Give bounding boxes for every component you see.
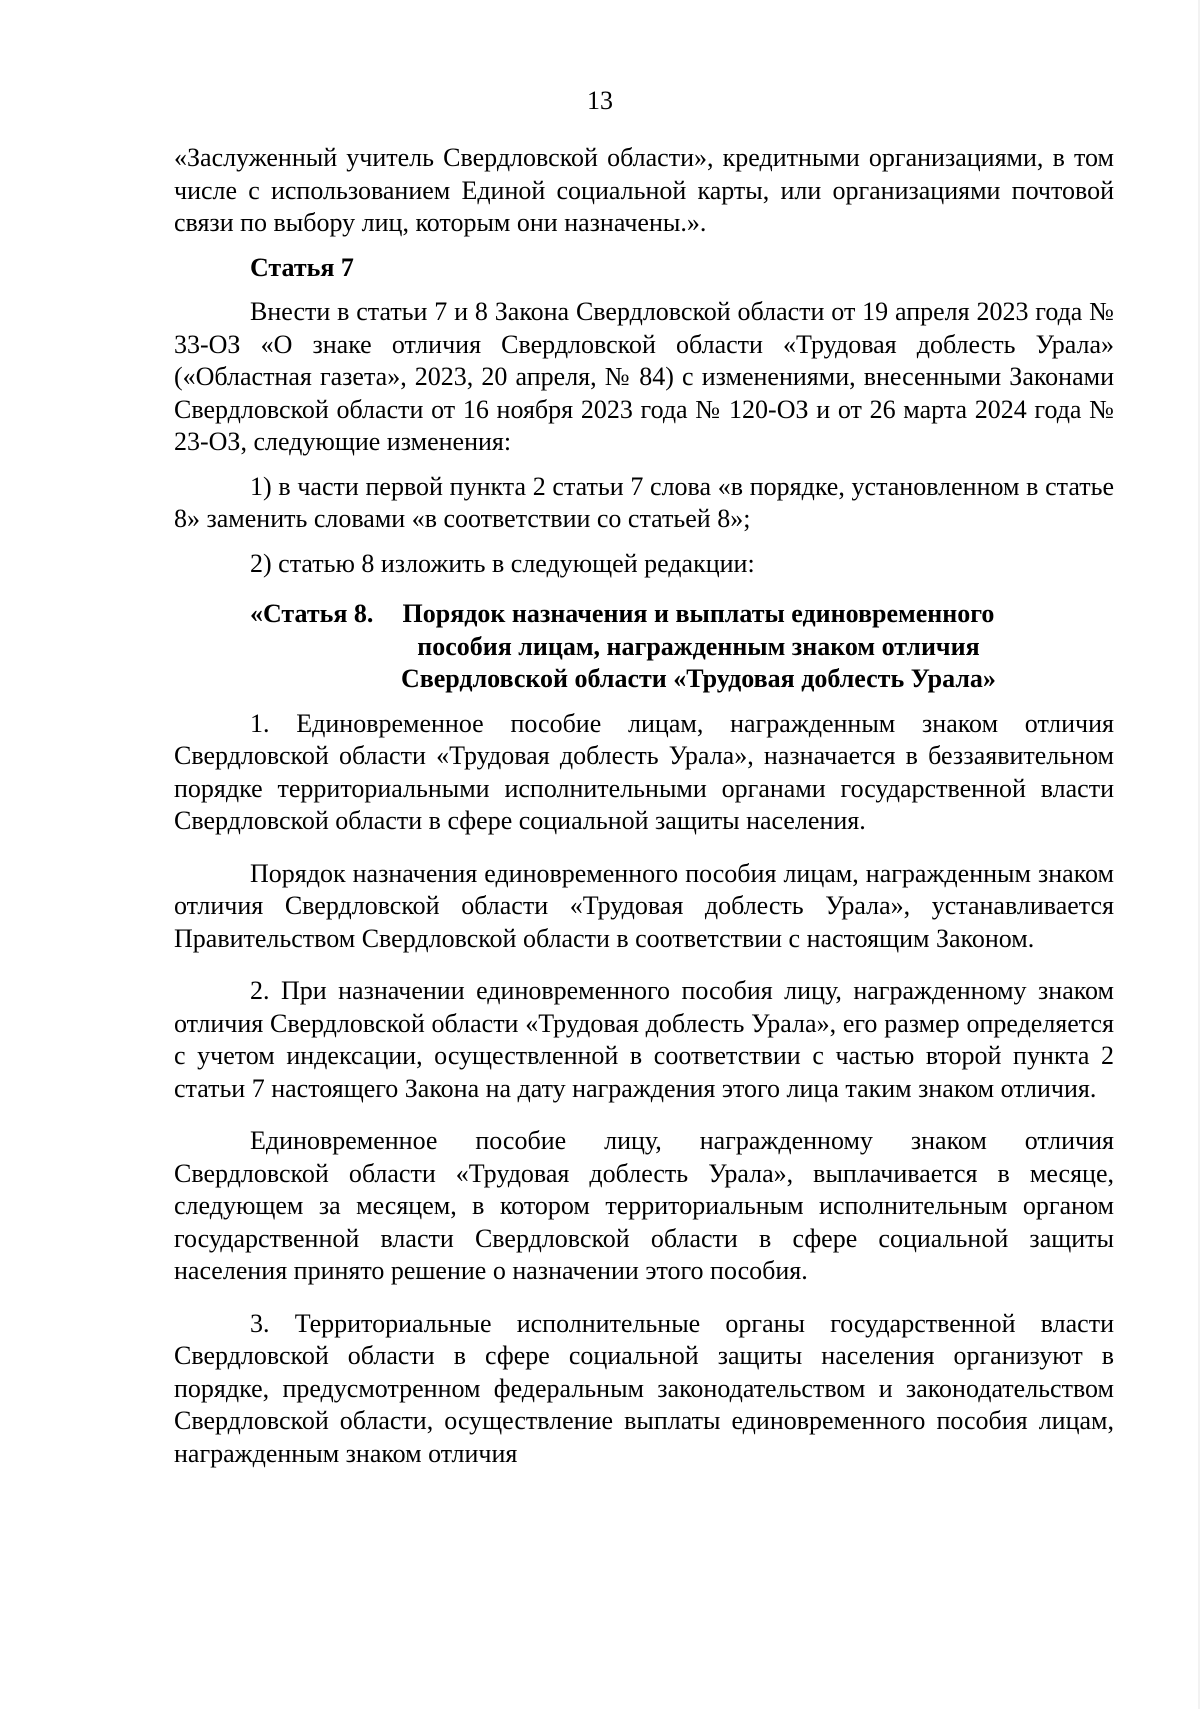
- article-7-intro-paragraph: Внести в статьи 7 и 8 Закона Свердловской области от 19 апреля 2023 года № 33-ОЗ «О знаке отличия Свердловской области «Трудовая доблесть Урала» («Областная газета», 2023, 20 апреля, № 84) с изменениями, внесенными Законами Свердловской области от 16 ноября 2023 года № 120-ОЗ и от 26 марта 2024 года № 23-ОЗ, следующие изменения:: [174, 297, 1114, 456]
- article-8-clause-1: 1. Единовременное пособие лицам, награжденным знаком отличия Свердловской области «Трудовая доблесть Урала», назначается в беззаявительном порядке территориальными исполнительными органами государственной власти Свердловской области в сфере социальной защиты населения.: [174, 708, 1114, 835]
- article-8-heading: [174, 598, 1114, 696]
- article-8-label: «Статья 8.: [250, 599, 374, 628]
- article-7-heading: Статья 7: [250, 252, 354, 282]
- amendment-item-1: 1) в части первой пункта 2 статьи 7 слова «в порядке, установленном в статье 8» заменить словами «в соответствии со статьей 8»;: [174, 471, 1114, 533]
- amendment-item-2: 2) статью 8 изложить в следующей редакции:: [250, 548, 755, 578]
- article-8-title: Порядок назначения и выплаты единовременного пособия лицам, награжденным знаком отличия Свердловской области «Трудовая доблесть Урала»: [400, 599, 996, 693]
- paragraph-continuation: «Заслуженный учитель Свердловской области», кредитными организациями, в том числе с использованием Единой социальной карты, или организациями почтовой связи по выбору лиц, которым они назначены.».: [174, 143, 1114, 237]
- document-body: [174, 142, 1114, 1470]
- article-8-clause-2-part-2: Единовременное пособие лицу, награжденному знаком отличия Свердловской области «Трудовая доблесть Урала», выплачивается в месяце, следующем за месяцем, в котором территориальным исполнительным органом государственной власти Свердловской области в сфере социальной защиты населения принято решение о назначении этого пособия.: [174, 1126, 1114, 1285]
- article-8-clause-2: 2. При назначении единовременного пособия лицу, награжденному знаком отличия Свердловской области «Трудовая доблесть Урала», его размер определяется с учетом индексации, осуществленной в соответствии с частью второй пункта 2 статьи 7 настоящего Закона на дату награждения этого лица таким знаком отличия.: [174, 976, 1114, 1103]
- page-number: 13: [587, 86, 613, 115]
- article-8-clause-3: 3. Территориальные исполнительные органы государственной власти Свердловской области в сфере социальной защиты населения организуют в порядке, предусмотренном федеральным законодательством и законодательством Свердловской области, осуществление выплаты единовременного пособия лицам, награжденным знаком отличия: [174, 1308, 1114, 1468]
- article-8-clause-1-part-2: Порядок назначения единовременного пособия лицам, награжденным знаком отличия Свердловской области «Трудовая доблесть Урала», устанавливается Правительством Свердловской области в соответствии с настоящим Законом.: [174, 858, 1114, 953]
